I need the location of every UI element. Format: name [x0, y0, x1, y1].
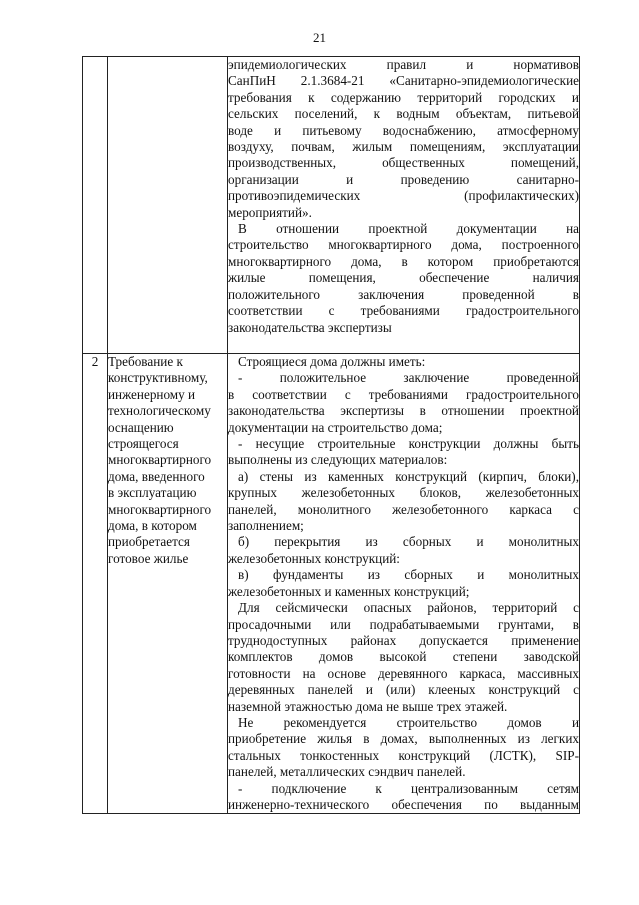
requirement-line: дома, в котором: [108, 518, 197, 534]
content-line: железобетонных конструкций:: [228, 550, 400, 566]
requirement-line: Требование к: [108, 354, 183, 369]
content-line: заполнением;: [228, 518, 304, 534]
content-line: В отношении проектной документации на: [238, 221, 579, 237]
content-line: готовности на основе деревянного каркаса, массивных: [228, 665, 579, 681]
requirement-line: дома, введенного: [108, 468, 205, 484]
requirement-line: многоквартирного: [108, 501, 212, 517]
requirement-line: конструктивному,: [108, 370, 208, 386]
content-line: сельских поселений, к водным объектам, питьевой: [228, 106, 579, 122]
row-number-cell: 2: [83, 354, 108, 814]
content-line: деревянных панелей и (или) клееных конструкций с: [228, 682, 579, 698]
row-number-cell: [83, 57, 108, 354]
content-line: в) фундаменты из сборных и монолитных: [238, 567, 579, 583]
content-line: б) перекрытия из сборных и монолитных: [238, 534, 579, 550]
content-line: эпидемиологических правил и нормативов: [228, 57, 579, 72]
content-line: панелей, монолитного железобетонного каркаса с: [228, 501, 579, 517]
content-line: требования к содержанию территорий городских и: [228, 89, 579, 105]
requirements-table: [82, 56, 580, 814]
requirement-line: оснащению: [108, 419, 174, 435]
content-line: Для сейсмически опасных районов, территорий с: [238, 600, 579, 616]
content-line: комплектов домов высокой степени заводской: [228, 649, 579, 665]
content-line: - несущие строительные конструкции должны быть: [238, 436, 579, 452]
content-line: соответствии с требованиями градостроительного: [228, 303, 579, 319]
content-line: многоквартирного дома, в котором приобретаются: [228, 253, 579, 269]
requirement-line: многоквартирного: [108, 452, 212, 468]
requirement-cell: [108, 57, 228, 354]
content-line: законодательства экспертизы: [228, 319, 392, 335]
content-line: организации и проведению санитарно-: [228, 171, 579, 187]
content-line: панелей, металлических сэндвич панелей.: [228, 764, 466, 780]
content-line: производственных, общественных помещений,: [228, 155, 579, 171]
content-line: воде и питьевому водоснабжению, атмосферному: [228, 122, 579, 138]
content-line: а) стены из каменных конструкций (кирпич, блоки),: [238, 468, 579, 484]
content-line: наземной этажностью дома не выше трех этажей.: [228, 698, 508, 714]
content-line: Не рекомендуется строительство домов и: [238, 714, 579, 730]
page-number: 21: [313, 30, 326, 45]
requirement-line: готовое жилье: [108, 550, 189, 566]
content-line: просадочными или подрабатываемыми грунтами, в: [228, 616, 579, 632]
content-line: крупных железобетонных блоков, железобетонных: [228, 485, 579, 501]
requirement-line: технологическому: [108, 403, 211, 419]
content-line: СанПиН 2.1.3684-21 «Санитарно-эпидемиологические: [228, 73, 579, 89]
content-line: положительного заключения проведенной в: [228, 286, 579, 302]
content-line: приобретение жилья в домах, выполненных из легких: [228, 731, 579, 747]
content-line: жилые помещения, обеспечение наличия: [228, 270, 579, 286]
table-row: [83, 354, 580, 814]
content-line: строительство многоквартирного дома, построенного: [228, 237, 579, 253]
content-line: - положительное заключение проведенной: [238, 370, 579, 386]
requirement-cell: [108, 354, 228, 814]
content-line: железобетонных и каменных конструкций;: [228, 583, 470, 599]
content-line: воздуху, почвам, жилым помещениям, эксплуатации: [228, 139, 579, 155]
content-line: выполнены из следующих материалов:: [228, 452, 448, 468]
content-line: противоэпидемических (профилактических): [228, 188, 579, 204]
content-cell: [228, 354, 580, 814]
table-row: [83, 57, 580, 354]
content-line: документации на строительство дома;: [228, 419, 443, 435]
requirement-line: приобретается: [108, 534, 190, 550]
content-line: - подключение к централизованным сетям: [238, 780, 579, 796]
content-line: Строящиеся дома должны иметь:: [238, 354, 426, 369]
content-cell: [228, 57, 580, 354]
content-line: стальных тонкостенных конструкций (ЛСТК), SIP-: [228, 747, 579, 763]
content-line: в соответствии с требованиями градостроительного: [228, 386, 579, 402]
requirement-line: в эксплуатацию: [108, 485, 197, 501]
requirement-line: строящегося: [108, 436, 179, 452]
content-line: мероприятий».: [228, 204, 312, 220]
requirement-line: инженерному и: [108, 386, 196, 402]
content-line: труднодоступных районах допускается применение: [228, 632, 579, 648]
content-line: инженерно-технического обеспечения по выданным: [228, 796, 579, 812]
content-line: законодательства экспертизы в отношении проектной: [228, 403, 579, 419]
